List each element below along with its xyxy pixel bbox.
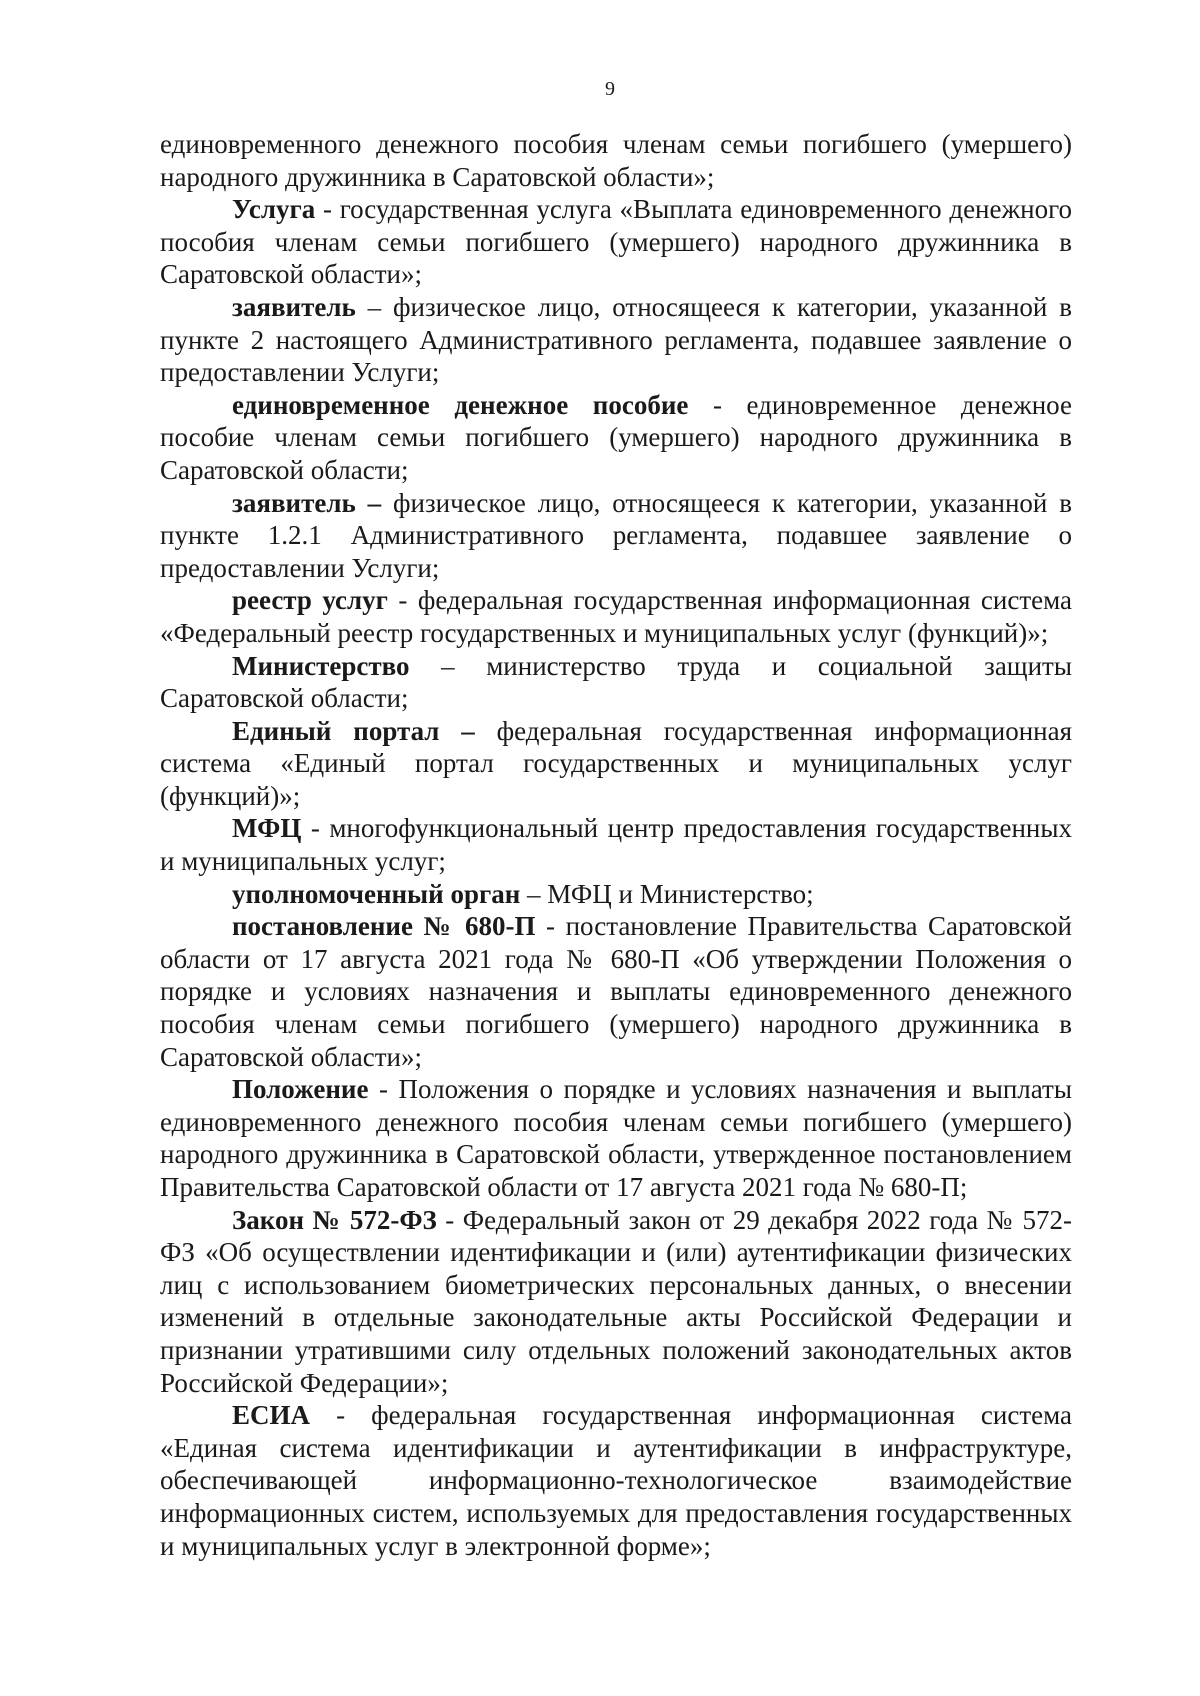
page-number: 9: [605, 78, 615, 100]
definition-term: Закон № 572-ФЗ: [232, 1204, 437, 1235]
definition-zayavitel: [160, 291, 1072, 389]
definition-term: МФЦ: [232, 813, 302, 844]
definition-polozhenie: [160, 1073, 1072, 1203]
definition-term: уполномоченный орган: [232, 878, 521, 909]
definition-term: Единый портал –: [232, 715, 475, 746]
definition-term: ЕСИА: [232, 1400, 311, 1431]
definition-term: единовременное денежное пособие: [232, 389, 689, 420]
definition-term: реестр услуг: [232, 585, 388, 616]
intro-continuation: единовременного денежного пособия членам семьи погибшего (умершего) народного дружинника в Саратовской области»;: [160, 129, 1072, 192]
definition-term: постановление № 680-П: [232, 911, 536, 942]
definition-mfc: [160, 812, 1072, 877]
definition-text: федеральная государственная информационная система «Единый портал государственных и муниципальных услуг (функций)»;: [160, 715, 1072, 811]
definition-uslugа: [160, 193, 1072, 291]
definition-zakon-572: [160, 1204, 1072, 1400]
definition-term: Услуга: [232, 194, 316, 225]
definition-term: Министерство: [232, 650, 410, 681]
definition-text: - многофункциональный центр предоставления государственных и муниципальных услуг;: [160, 813, 1072, 877]
definition-ministerstvo: [160, 650, 1072, 715]
definition-text: – МФЦ и Министерство;: [520, 878, 814, 909]
definition-reestr: [160, 584, 1072, 649]
definition-text: физическое лицо, относящееся к категории, указанной в пункте 1.2.1 Административного регламента, подавшее заявление о предоставлении Услуги;: [160, 487, 1072, 583]
definition-zayavitel-2: [160, 487, 1072, 585]
definition-portal: [160, 715, 1072, 813]
definition-text: - постановление Правительства Саратовской области от 17 августа 2021 года № 680-П «Об утверждении Положения о порядке и условиях назначения и выплаты единовременного денежного пособия членам семьи погибшего (умершего) народного дружинника в Саратовской области»;: [160, 911, 1072, 1072]
definition-term: заявитель –: [232, 487, 382, 518]
definition-text: - Федеральный закон от 29 декабря 2022 года № 572-ФЗ «Об осуществлении идентификации и (или) аутентификации физических лиц с использованием биометрических персональных данных, о внесении изменений в отдельные законодательные акты Российской Федерации и признании утратившими силу отдельных положений законодательных актов Российской Федерации»;: [160, 1204, 1072, 1398]
definition-text: – министерство труда и социальной защиты Саратовской области;: [160, 650, 1072, 714]
definition-term: заявитель: [232, 291, 356, 322]
definition-text: - федеральная государственная информационная система «Единая система идентификации и аутентификации в инфраструктуре, обеспечивающей информационно-технологическое взаимодействие информационных систем, используемых для предоставления государственных и муниципальных услуг в электронной форме»;: [160, 1400, 1072, 1561]
definition-text: - Положения о порядке и условиях назначения и выплаты единовременного денежного пособия членам семьи погибшего (умершего) народного дружинника в Саратовской области, утвержденное постановлением Правительства Саратовской области от 17 августа 2021 года № 680-П;: [160, 1074, 1072, 1202]
definition-postanovlenie: [160, 910, 1072, 1073]
definition-term: Положение: [232, 1074, 369, 1105]
definition-organ: [160, 878, 1072, 911]
definition-text: - государственная услуга «Выплата единовременного денежного пособия членам семьи погибшего (умершего) народного дружинника в Саратовской области»;: [160, 194, 1072, 290]
definition-text: - федеральная государственная информационная система «Федеральный реестр государственных и муниципальных услуг (функций)»;: [160, 585, 1072, 648]
definition-text: – физическое лицо, относящееся к категории, указанной в пункте 2 настоящего Административного регламента, подавшее заявление о предоставлении Услуги;: [160, 291, 1072, 388]
definition-posobie: [160, 389, 1072, 487]
definition-esia: [160, 1399, 1072, 1562]
document-body: [160, 128, 1072, 1562]
definition-text: - единовременное денежное пособие членам семьи погибшего (умершего) народного дружинника в Саратовской области;: [160, 389, 1072, 485]
